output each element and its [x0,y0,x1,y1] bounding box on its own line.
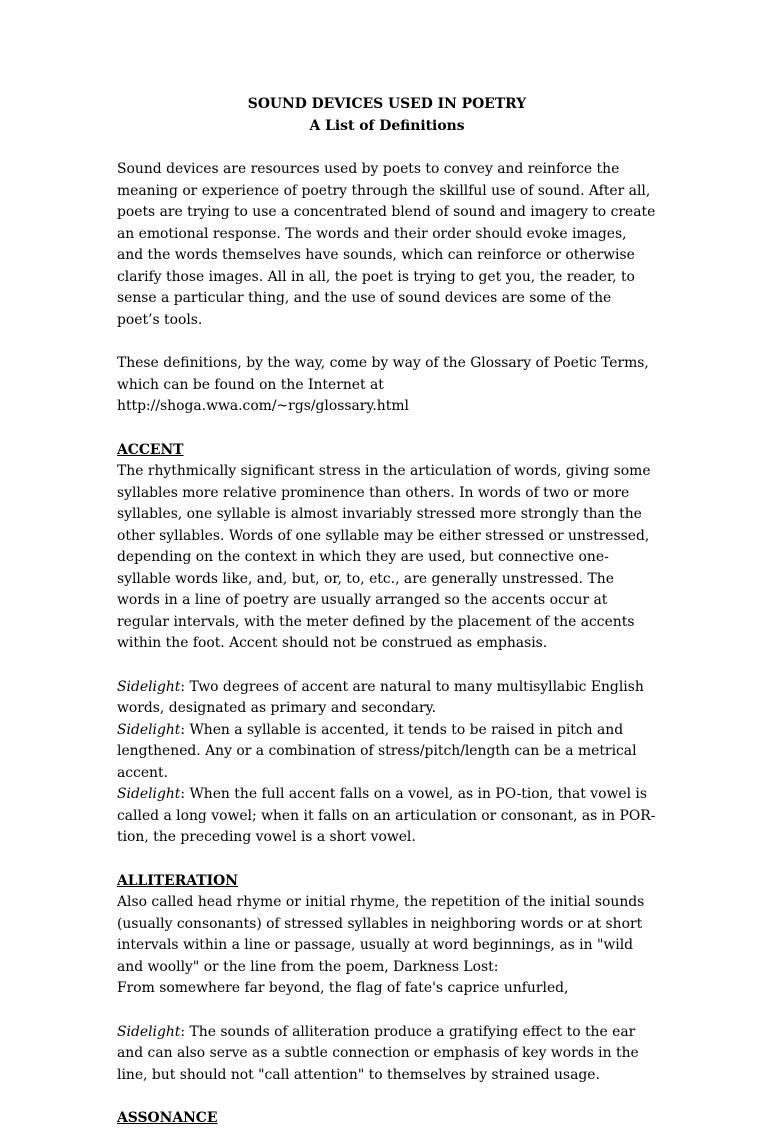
section-heading-alliteration: ALLITERATION [117,872,238,889]
sidelight-text: : Two degrees of accent are natural to many multisyllabic English words, designated as primary and secondary. [117,678,644,716]
sidelight-label: Sidelight [117,721,181,738]
sidelight-text: : The sounds of alliteration produce a gratifying effect to the ear and can also serve as a subtle connection or emphasis of key words in the line, but should not "call attention" to themselves by strained usage. [117,1023,639,1083]
accent-sidelight [117,784,657,849]
sidelight-label: Sidelight [117,786,181,802]
sidelight-text: : When a syllable is accented, it tends to be raised in pitch and lengthened. Any or a combination of stress/pitch/length can be a metrical accent. [117,721,637,781]
alliteration-sidelight [117,1022,657,1087]
sidelight-label: Sidelight [117,678,181,695]
document-title: SOUND DEVICES USED IN POETRY [247,96,527,112]
document-subtitle: A List of Definitions [309,117,465,134]
sidelight-text: : When the full accent falls on a vowel, as in PO-tion, that vowel is called a long vowel; when it falls on an articulation or consonant, as in POR-tion, the preceding vowel is a short vowel. [117,786,656,845]
document-body [117,94,657,1130]
accent-sidelight [117,677,657,720]
accent-sidelight [117,720,657,785]
alliteration-example-line: From somewhere far beyond, the flag of fate's caprice unfurled, [117,980,569,996]
accent-definition: The rhythmically significant stress in the articulation of words, giving some syllables more relative prominence than others. In words of two or more syllables, one syllable is almost invariably stressed more strongly than the other syllables. Words of one syllable may be either stressed or unstressed, depending on the context in which they are used, but connective one-syllable words like, and, but, or, to, etc., are generally unstressed. The words in a line of poetry are usually arranged so the accents occur at regular intervals, with the meter defined by the placement of the accents within the foot. Accent should not be construed as emphasis. [117,463,651,651]
alliteration-definition: Also called head rhyme or initial rhyme, the repetition of the initial sounds (usually consonants) of stressed syllables in neighboring words or at short intervals within a line or passage, usually at word beginnings, as in "wild and woolly" or the line from the poem, Darkness Lost: [117,894,645,975]
intro-paragraph: Sound devices are resources used by poets to convey and reinforce the meaning or experience of poetry through the skillful use of sound. After all, poets are trying to use a concentrated blend of sound and imagery to create an emotional response. The words and their order should evoke images, and the words themselves have sounds, which can reinforce or otherwise clarify those images. All in all, the poet is trying to get you, the reader, to sense a particular thing, and the use of sound devices are some of the poet’s tools. [117,161,656,328]
sidelight-label: Sidelight [117,1023,181,1040]
source-note-paragraph: These definitions, by the way, come by way of the Glossary of Poetic Terms, which can be found on the Internet at http://shoga.wwa.com/~rgs/glossary.html [117,355,649,414]
section-heading-assonance: ASSONANCE [117,1110,218,1126]
section-heading-accent: ACCENT [117,441,184,458]
